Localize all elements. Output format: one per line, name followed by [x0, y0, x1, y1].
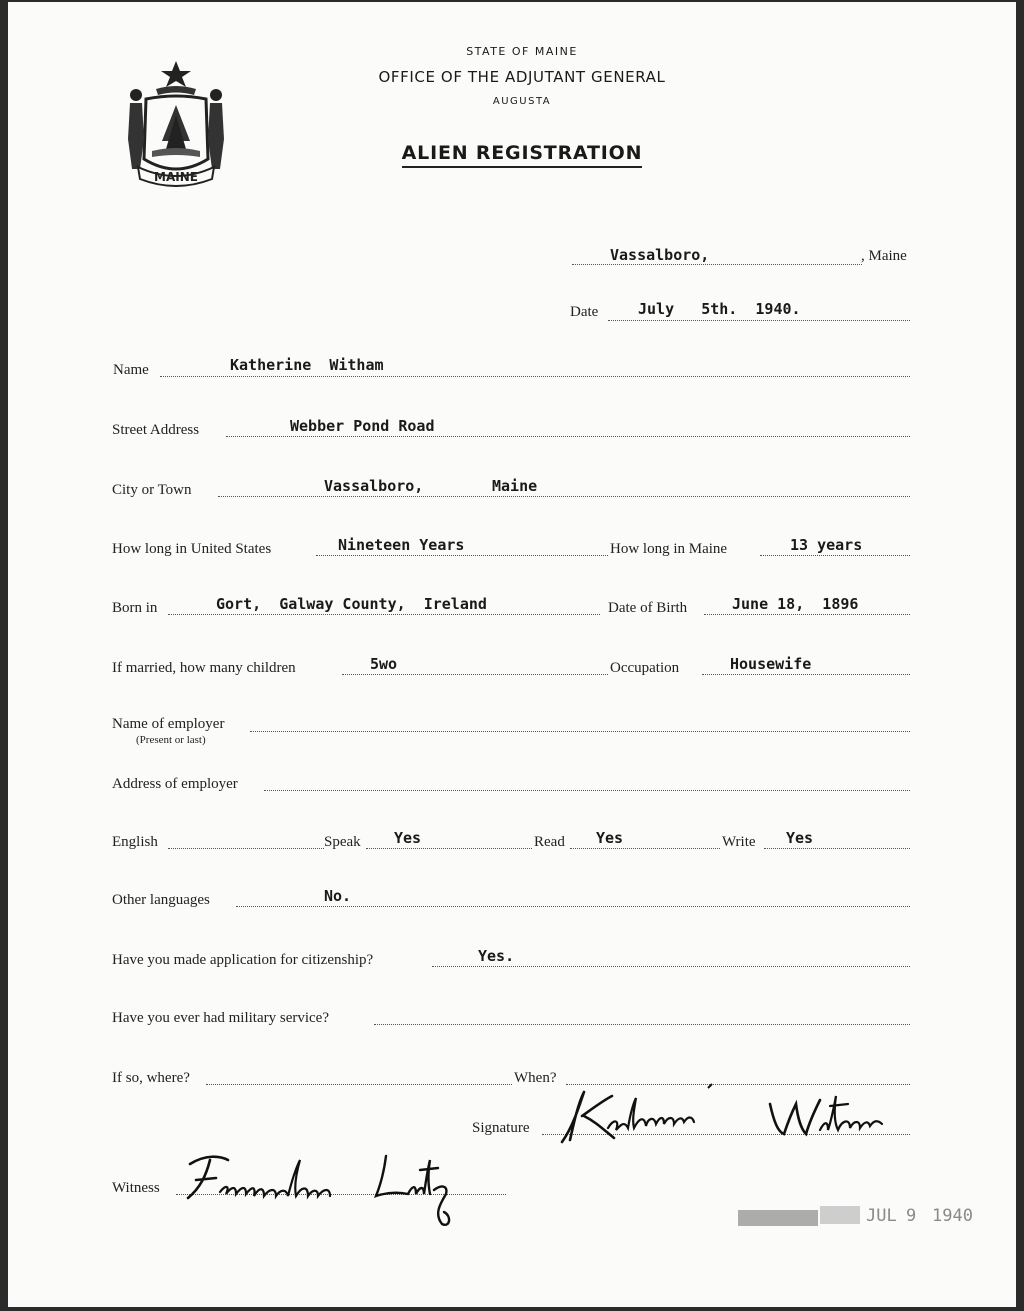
citizenship-label: Have you made application for citizenship?	[112, 952, 374, 968]
name-value: Katherine Witham	[230, 356, 384, 374]
place-value: Vassalboro,	[610, 246, 710, 264]
stamp-year: 1940	[932, 1206, 973, 1226]
how-long-maine-label: How long in Maine	[610, 541, 728, 557]
english-speak-value: Yes	[394, 829, 422, 847]
born-in-label: Born in	[112, 600, 158, 616]
where-label: If so, where?	[112, 1070, 190, 1086]
name-label: Name	[113, 362, 149, 378]
header-city: AUGUSTA	[492, 96, 552, 107]
received-stamp	[728, 1200, 978, 1230]
form-title: ALIEN REGISTRATION	[8, 142, 1016, 168]
children-label: If married, how many children	[112, 660, 296, 676]
header-office: OFFICE OF THE ADJUTANT GENERAL	[378, 68, 666, 86]
other-languages-label: Other languages	[112, 892, 210, 908]
dob-value: June 18, 1896	[732, 595, 859, 613]
military-label: Have you ever had military service?	[112, 1010, 329, 1026]
citizenship-value: Yes.	[478, 947, 515, 965]
how-long-us-value: Nineteen Years	[338, 536, 465, 554]
occupation-value: Housewife	[730, 655, 812, 673]
english-read-label: Read	[534, 834, 565, 850]
city-value: Vassalboro,	[324, 477, 424, 495]
stamp-day: 9	[906, 1206, 917, 1226]
born-in-value: Gort, Galway County, Ireland	[216, 595, 487, 613]
signature-handwriting	[548, 1082, 928, 1152]
witness-signature-handwriting	[176, 1142, 516, 1232]
other-languages-value: No.	[324, 887, 352, 905]
street-value: Webber Pond Road	[290, 417, 435, 435]
date-label: Date	[570, 304, 599, 320]
dob-label: Date of Birth	[608, 600, 688, 616]
signature-label: Signature	[472, 1120, 530, 1136]
employer-address-label: Address of employer	[112, 776, 238, 792]
english-write-label: Write	[722, 834, 756, 850]
header-state: STATE OF MAINE	[466, 45, 578, 58]
how-long-maine-value: 13 years	[790, 536, 863, 554]
place-suffix: , Maine	[861, 248, 907, 264]
english-write-value: Yes	[786, 829, 814, 847]
english-speak-label: Speak	[324, 834, 361, 850]
employer-name-note: (Present or last)	[136, 734, 206, 746]
street-label: Street Address	[112, 422, 200, 438]
english-read-value: Yes	[596, 829, 624, 847]
witness-label: Witness	[112, 1180, 160, 1196]
city-value-state: Maine	[492, 477, 538, 495]
svg-text:MAINE: MAINE	[154, 170, 198, 184]
stamp-month: JUL	[866, 1206, 897, 1226]
when-label: When?	[514, 1070, 557, 1086]
date-value: July 5th. 1940.	[638, 300, 801, 318]
registration-form	[8, 2, 1016, 1307]
employer-name-label: Name of employer	[112, 716, 225, 732]
occupation-label: Occupation	[610, 660, 680, 676]
city-label: City or Town	[112, 482, 192, 498]
english-label: English	[112, 834, 158, 850]
how-long-us-label: How long in United States	[112, 541, 272, 557]
children-value: 5wo	[370, 655, 398, 673]
